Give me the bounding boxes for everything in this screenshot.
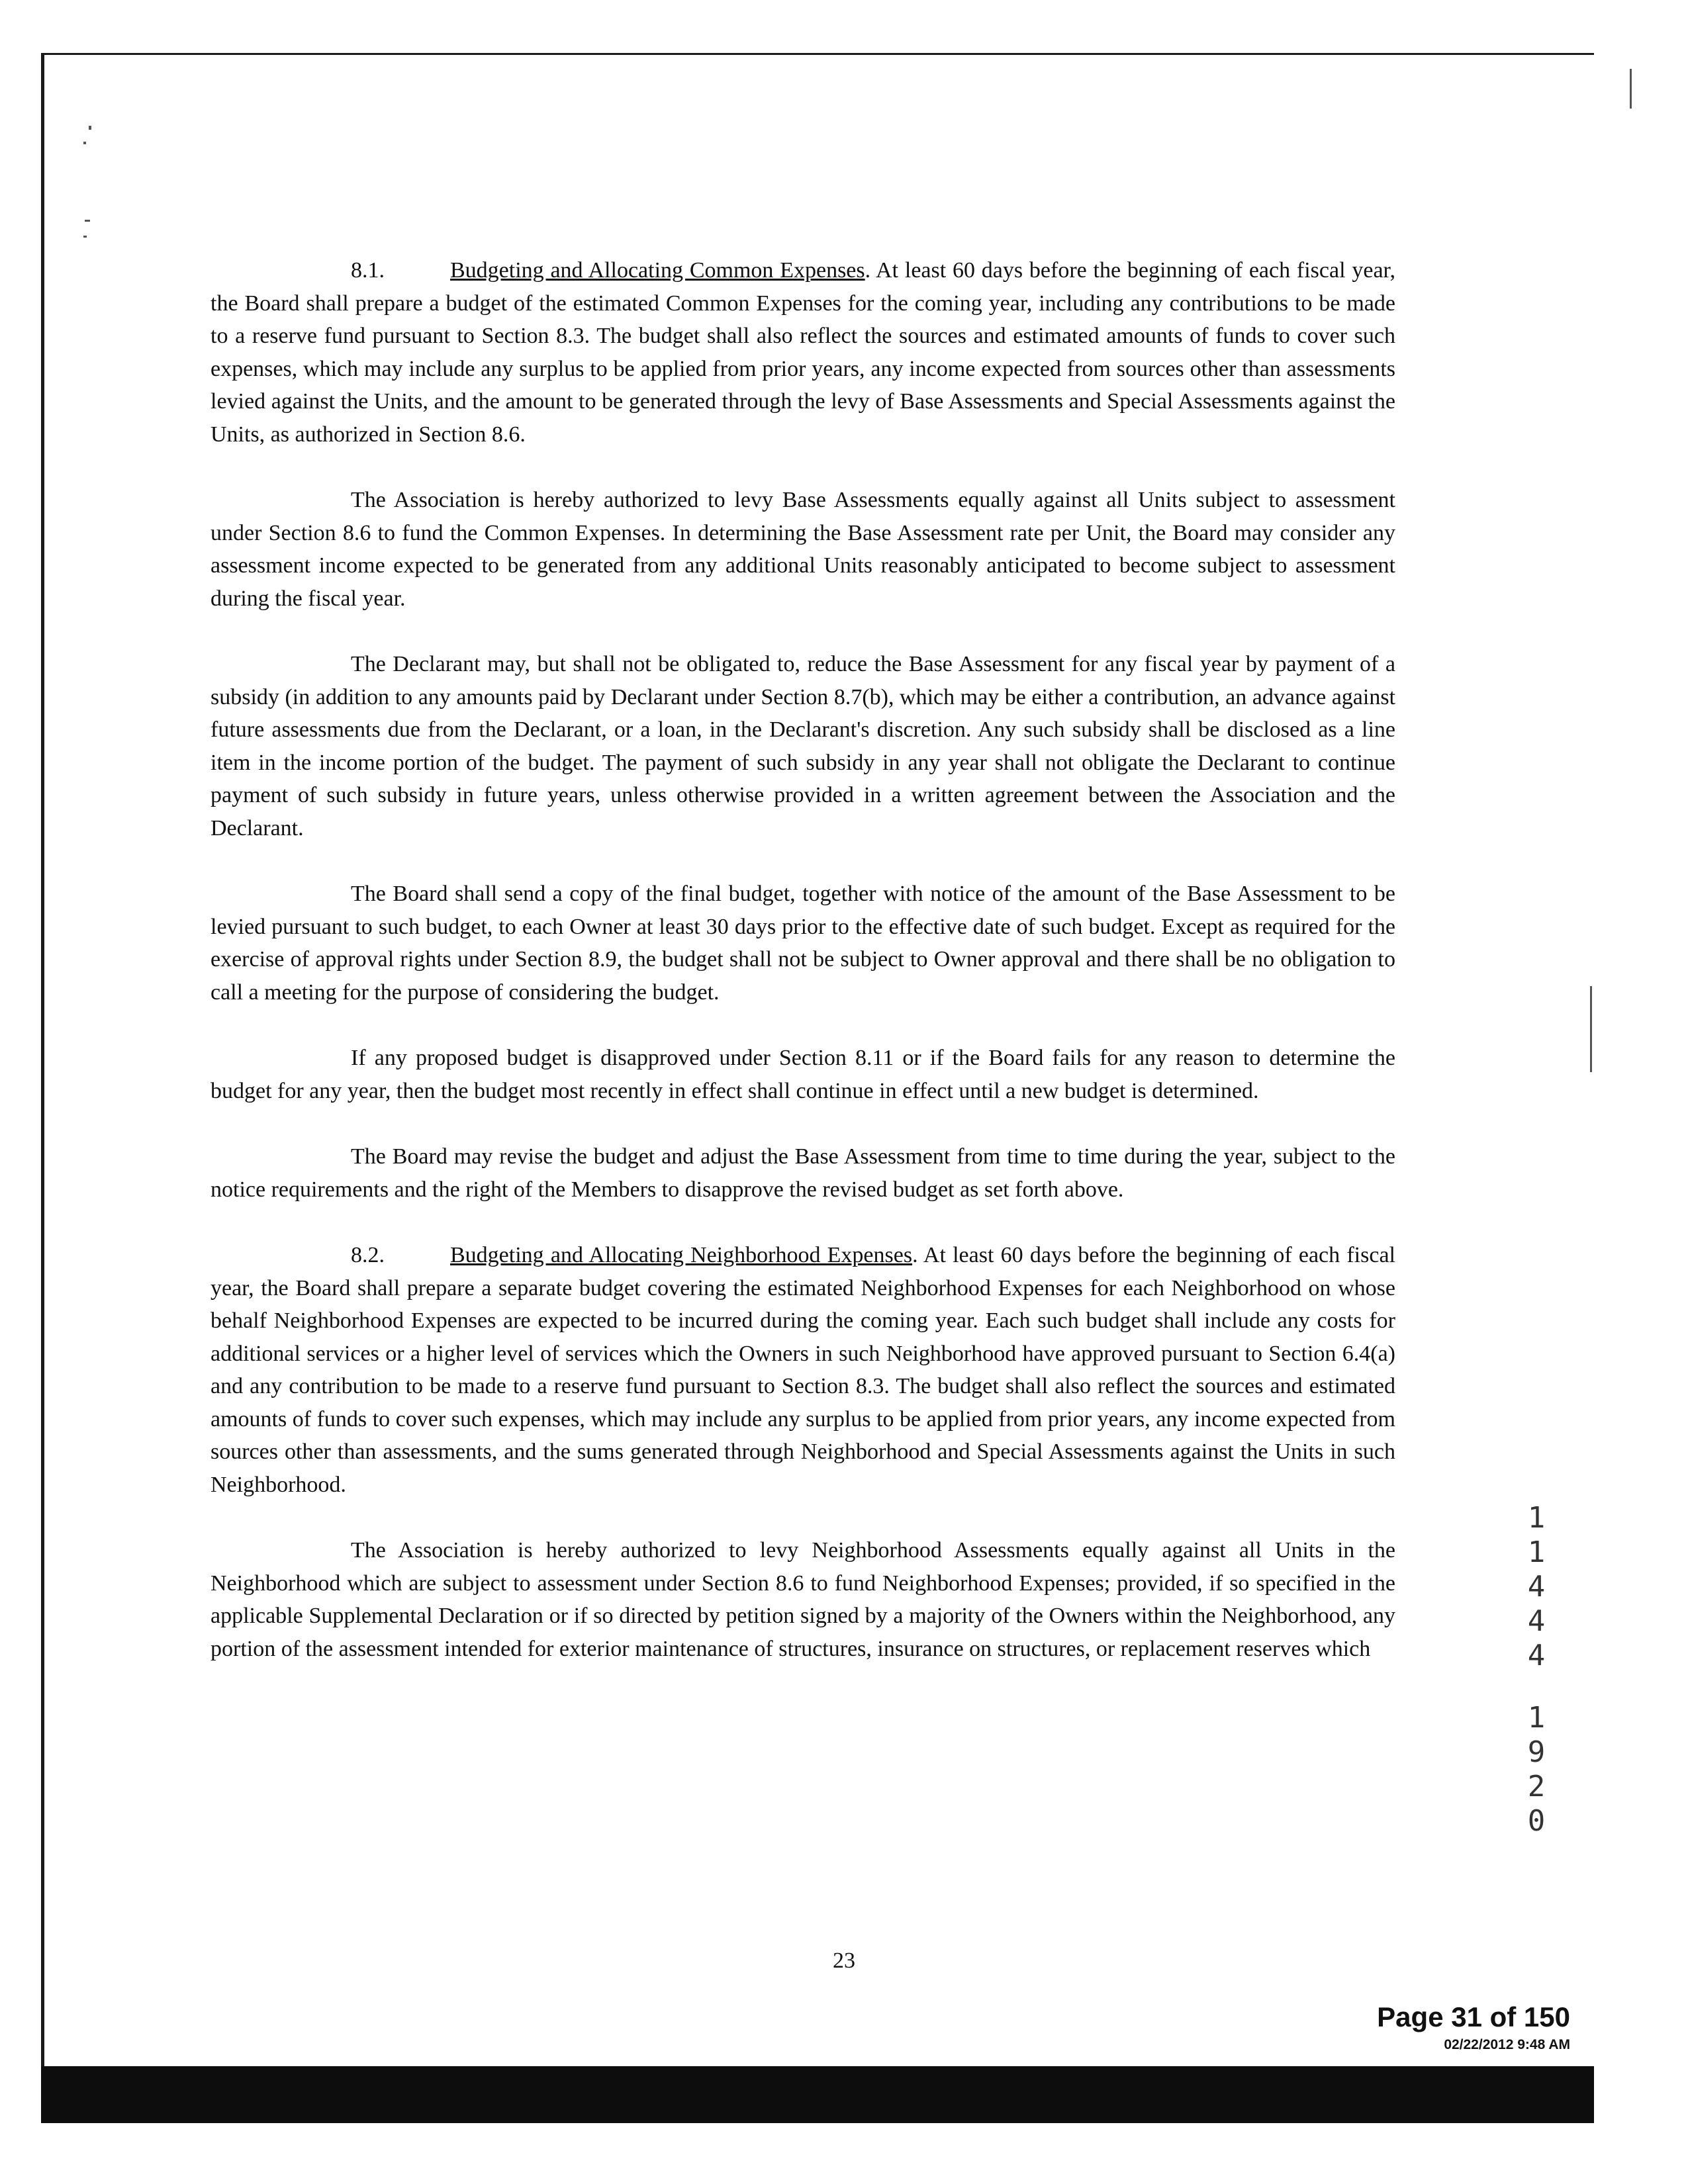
side-stamp-digit: 1 [1527,1701,1546,1735]
scan-mark [1630,69,1632,109]
recording-timestamp: 02/22/2012 9:48 AM [1444,2037,1570,2052]
side-stamp-digit: 4 [1527,1639,1546,1672]
scan-mark [89,126,91,130]
page-number: 23 [833,1948,855,1973]
section-8-1-paragraph [211,254,1395,451]
scan-mark [83,142,86,144]
top-border-line [41,53,1594,55]
side-stamp-digit: 1 [1527,1535,1546,1569]
section-number: 8.1. [351,258,385,283]
side-stamp-digit: 2 [1527,1770,1546,1803]
paragraph: If any proposed budget is disapproved under Section 8.11 or if the Board fails for any reason to determine the budget for any year, then the budget most recently in effect shall continue in effect until a new budget is determined. [211,1046,1395,1103]
recording-page-label: Page 31 of 150 [1377,2001,1570,2032]
scan-mark [1590,986,1592,1072]
section-number: 8.2. [351,1243,385,1267]
document-body [211,254,1395,1665]
paragraph: The Association is hereby authorized to levy Base Assessments equally against all Units subject to assessment under Section 8.6 to fund the Common Expenses. In determining the Base Assessment rate per Unit, the Board may consider any assessment income expected to be generated from any additional Units reasonably anticipated to become subject to assessment during the fiscal year. [211,488,1395,611]
paragraph-text: . At least 60 days before the beginning of each fiscal year, the Board shall prepare a separate budget covering the estimated Neighborhood Expenses for each Neighborhood on whose behalf Neighborhood Expenses are expected to be incurred during the coming year. Each such budget shall include any costs for additional services or a higher level of services which the Owners in such Neighborhood have approved pursuant to Section 6.4(a) and any contribution to be made to a reserve fund pursuant to Section 8.3. The budget shall also reflect the sources and estimated amounts of funds to cover such expenses, which may include any surplus to be applied from prior years, any income expected from sources other than assessments, and the sums generated through Neighborhood and Special Assessments against the Units in such Neighborhood. [211,1243,1395,1497]
side-stamp-digit: 9 [1527,1735,1546,1769]
scan-mark [83,236,87,238]
scan-mark [85,220,90,222]
side-stamp-digit: 0 [1527,1804,1546,1838]
side-stamp-digit: 4 [1527,1604,1546,1638]
section-heading: Budgeting and Allocating Common Expenses [450,258,865,283]
paragraph: The Board shall send a copy of the final budget, together with notice of the amount of the Base Assessment to be levied pursuant to such budget, to each Owner at least 30 days prior to the effective date of such budget. Except as required for the exercise of approval rights under Section 8.9, the budget shall not be subject to Owner approval and there shall be no obligation to call a meeting for the purpose of considering the budget. [211,882,1395,1005]
left-border-line [41,53,44,2091]
paragraph: The Declarant may, but shall not be obligated to, reduce the Base Assessment for any fiscal year by payment of a subsidy (in addition to any amounts paid by Declarant under Section 8.7(b), which may be either a contribution, an advance against future assessments due from the Declarant, or a loan, in the Declarant's discretion. Any such subsidy shall be disclosed as a line item in the income portion of the budget. The payment of such subsidy in any year shall not obligate the Declarant to continue payment of such subsidy in future years, unless otherwise provided in a written agreement between the Association and the Declarant. [211,652,1395,841]
bottom-black-bar [41,2066,1594,2123]
paragraph: The Board may revise the budget and adjust the Base Assessment from time to time during the year, subject to the notice requirements and the right of the Members to disapprove the revised budget as set forth above. [211,1144,1395,1202]
side-stamp-digit: 1 [1527,1501,1546,1535]
paragraph: The Association is hereby authorized to levy Neighborhood Assessments equally against all Units in the Neighborhood which are subject to assessment under Section 8.6 to fund Neighborhood Expenses; provided, if so specified in the applicable Supplemental Declaration or if so directed by petition signed by a majority of the Owners within the Neighborhood, any portion of the assessment intended for exterior maintenance of structures, insurance on structures, or replacement reserves which [211,1538,1395,1661]
side-stamp-digit: 4 [1527,1570,1546,1604]
section-heading: Budgeting and Allocating Neighborhood Expenses [450,1243,913,1267]
paragraph-text: . At least 60 days before the beginning of each fiscal year, the Board shall prepare a budget of the estimated Common Expenses for the coming year, including any contributions to be made to a reserve fund pursuant to Section 8.3. The budget shall also reflect the sources and estimated amounts of funds to cover such expenses, which may include any surplus to be applied from prior years, any income expected from sources other than assessments levied against the Units, and the amount to be generated through the levy of Base Assessments and Special Assessments against the Units, as authorized in Section 8.6. [211,258,1395,447]
section-8-2-paragraph [211,1239,1395,1501]
